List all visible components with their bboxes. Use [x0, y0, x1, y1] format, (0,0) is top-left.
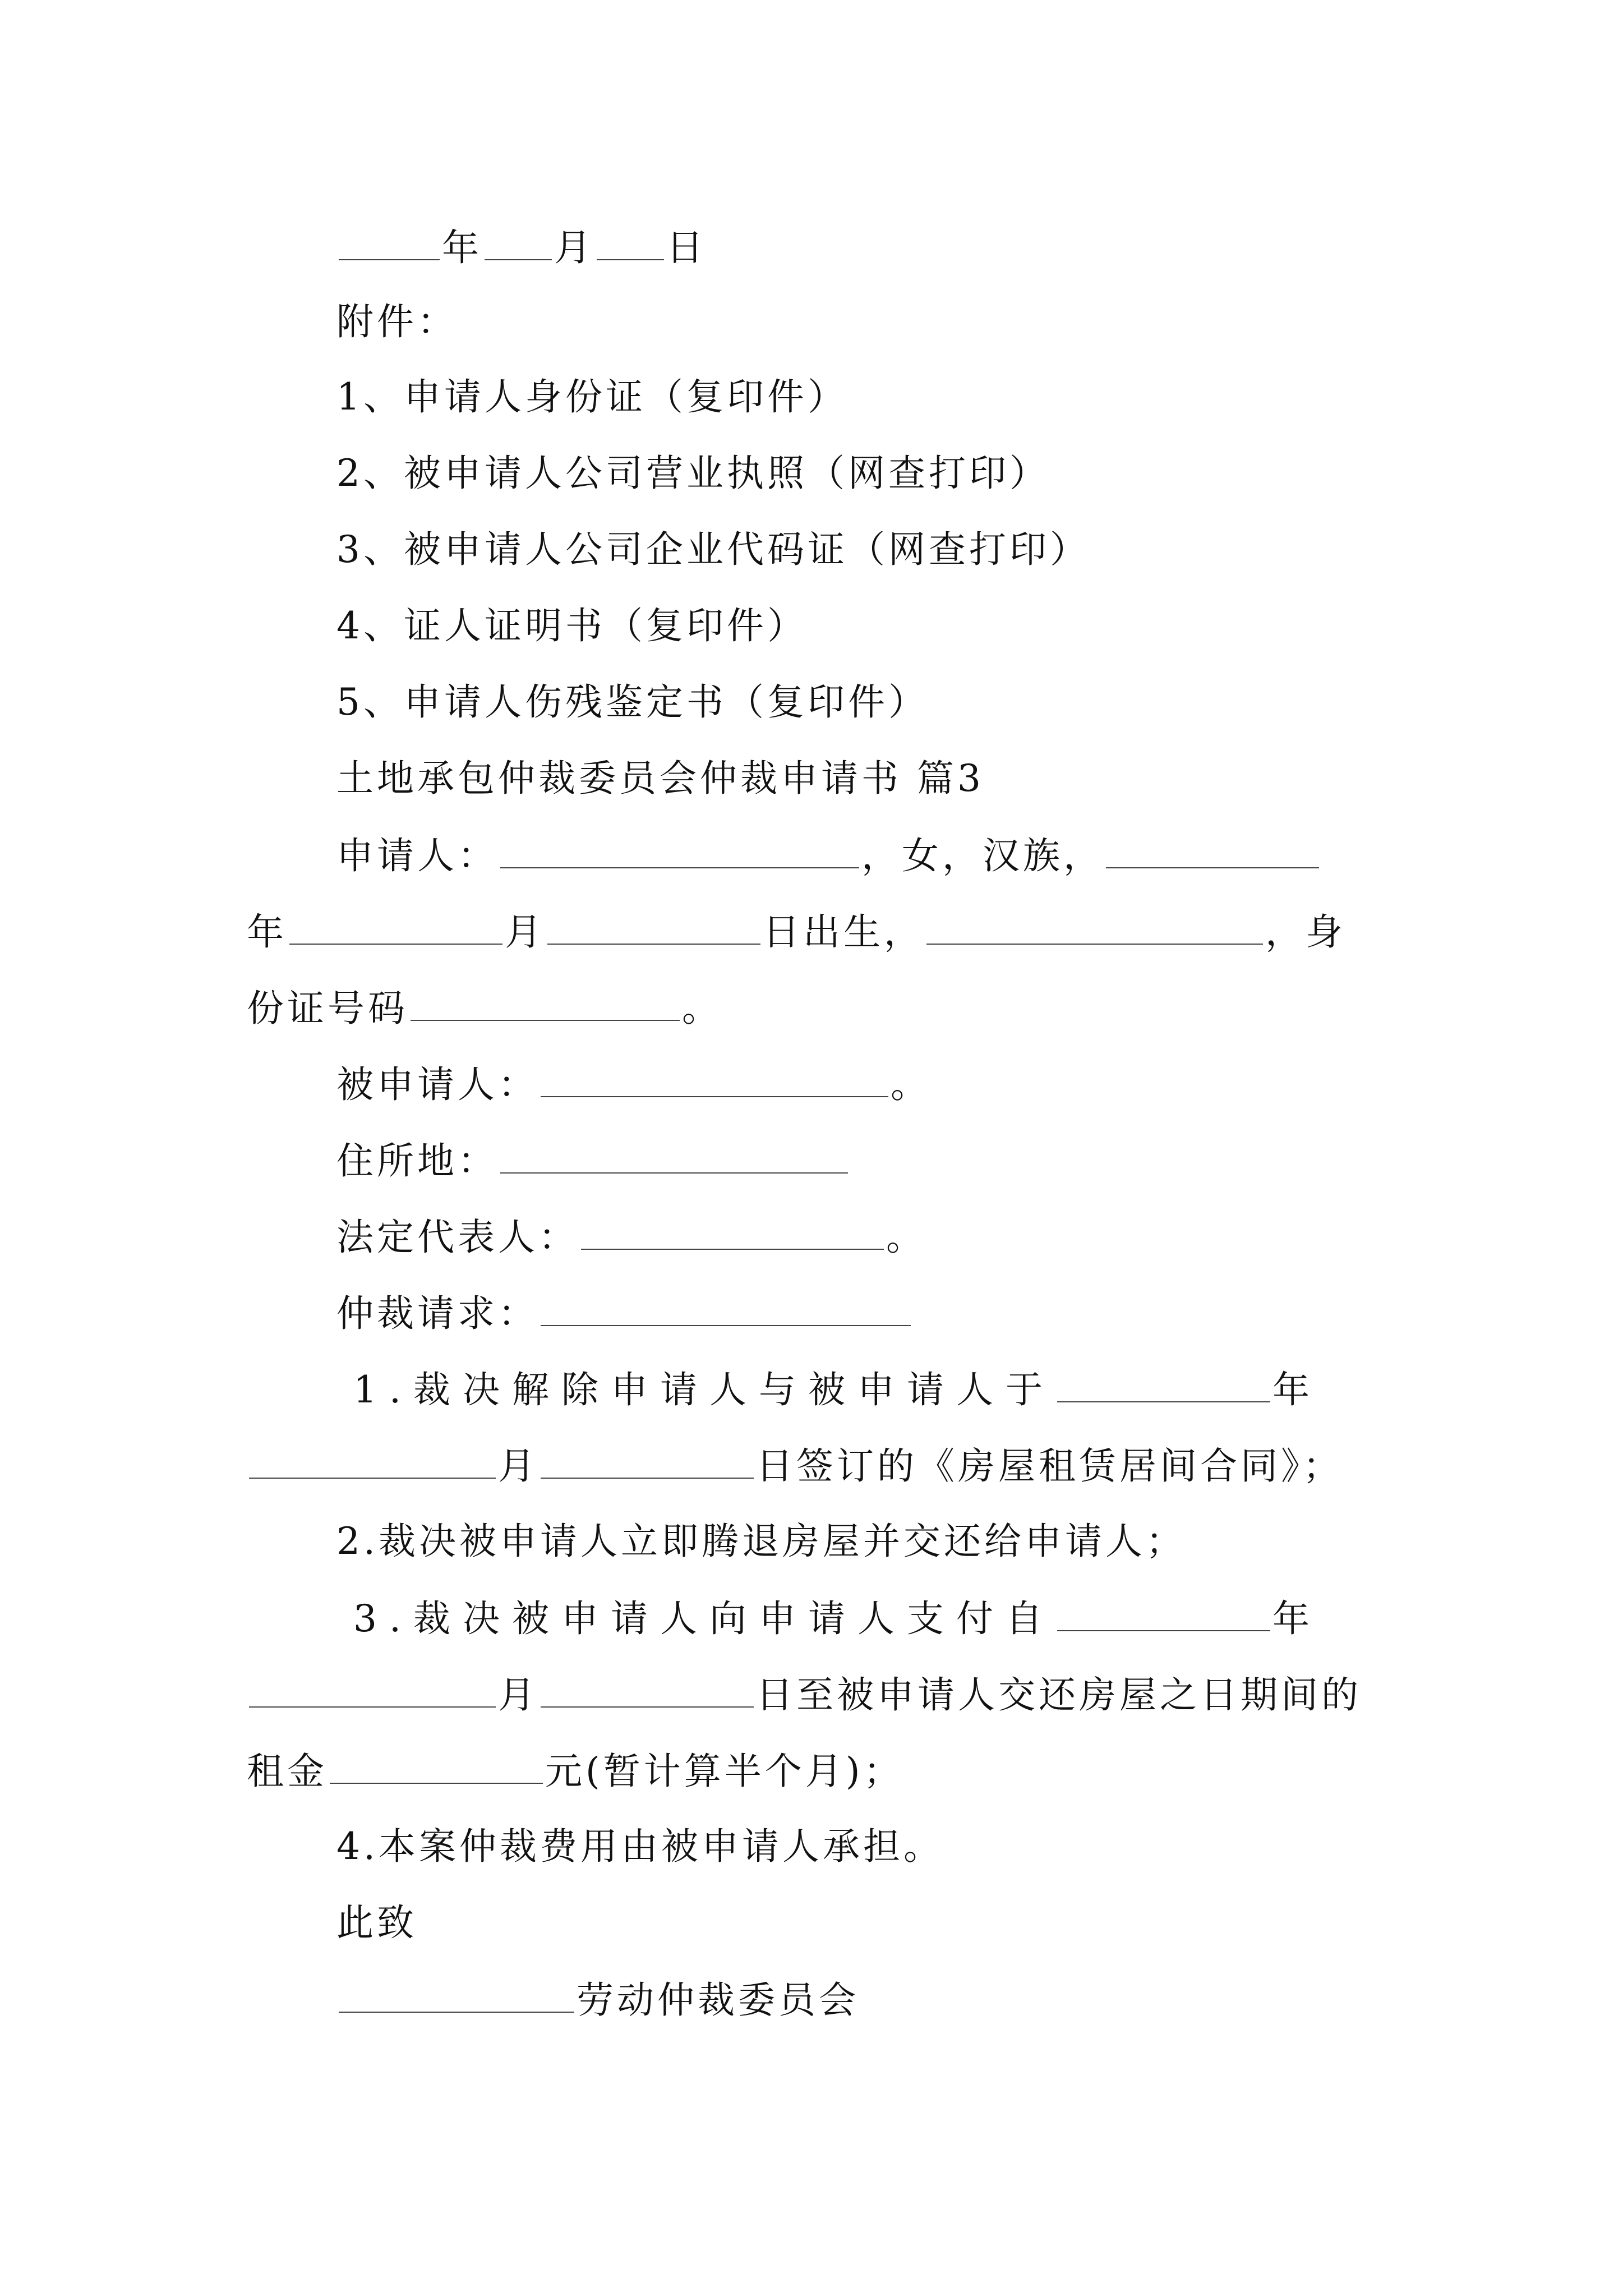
claim-4: 4.本案仲裁费用由被申请人承担。 — [336, 1825, 944, 1868]
applicant-birth-line: 年 月 日出生， ，身 — [247, 909, 1346, 955]
day-blank — [597, 224, 664, 260]
birth-year-blank — [289, 909, 502, 945]
claim-3-line-2: 月 日至被申请人交还房屋之日期间的 — [247, 1672, 1362, 1718]
residence-line: 住所地： — [336, 1138, 850, 1184]
claims-blank — [541, 1290, 911, 1326]
claim-1-day-blank — [541, 1443, 754, 1479]
claim-3-line-1: 3.裁决被申请人向申请人支付自 年 — [353, 1595, 1322, 1641]
respondent-line: 被申请人： 。 — [336, 1061, 931, 1107]
applicant-name-blank — [500, 832, 859, 868]
claim-1-line-1: 1.裁决解除申请人与被申请人于 年 — [353, 1366, 1322, 1412]
claim-2: 2.裁决被申请人立即腾退房屋并交还给申请人； — [336, 1520, 1186, 1563]
legal-rep-line: 法定代表人： 。 — [336, 1214, 926, 1260]
attachment-item: 4、证人证明书（复印件） — [336, 604, 808, 647]
section-title: 土地承包仲裁委员会仲裁申请书 篇3 — [336, 757, 984, 800]
legal-rep-blank — [581, 1214, 884, 1250]
claim-3-month-blank — [249, 1672, 496, 1708]
claim-1-month-blank — [249, 1443, 496, 1479]
respondent-blank — [541, 1061, 888, 1097]
id-number-blank — [411, 985, 680, 1021]
attachment-item: 3、被申请人公司企业代码证（网查打印） — [336, 528, 1090, 571]
attachment-item: 1、申请人身份证（复印件） — [336, 375, 848, 418]
claims-line: 仲裁请求： — [336, 1290, 913, 1336]
applicant-line: 申请人： ，女，汉族， — [336, 832, 1321, 878]
committee-blank — [339, 1977, 574, 2013]
residence-blank — [500, 1138, 848, 1174]
claim-1-line-2: 月 日签订的《房屋租赁居间合同》； — [247, 1443, 1343, 1489]
attachment-item: 5、申请人伤残鉴定书（复印件） — [336, 680, 929, 724]
birth-month-blank — [547, 909, 760, 945]
month-blank — [485, 224, 552, 260]
rent-blank — [330, 1748, 543, 1784]
year-blank — [339, 224, 440, 260]
claim-3-day-blank — [541, 1672, 754, 1708]
claim-3-year-blank — [1057, 1595, 1270, 1631]
attachments-label: 附件： — [336, 300, 458, 343]
closing: 此致 — [336, 1901, 417, 1944]
claim-3-line-3: 租金 元(暂计算半个月)； — [247, 1748, 904, 1794]
date-line: 年 月 日 — [336, 224, 707, 270]
address-blank — [926, 909, 1263, 945]
applicant-birth-blank — [1106, 832, 1319, 868]
claim-1-year-blank — [1057, 1366, 1270, 1402]
attachment-item: 2、被申请人公司营业执照（网查打印） — [336, 452, 1050, 495]
committee-line: 劳动仲裁委员会 — [336, 1977, 859, 2023]
applicant-id-line: 份证号码 。 — [247, 985, 722, 1031]
